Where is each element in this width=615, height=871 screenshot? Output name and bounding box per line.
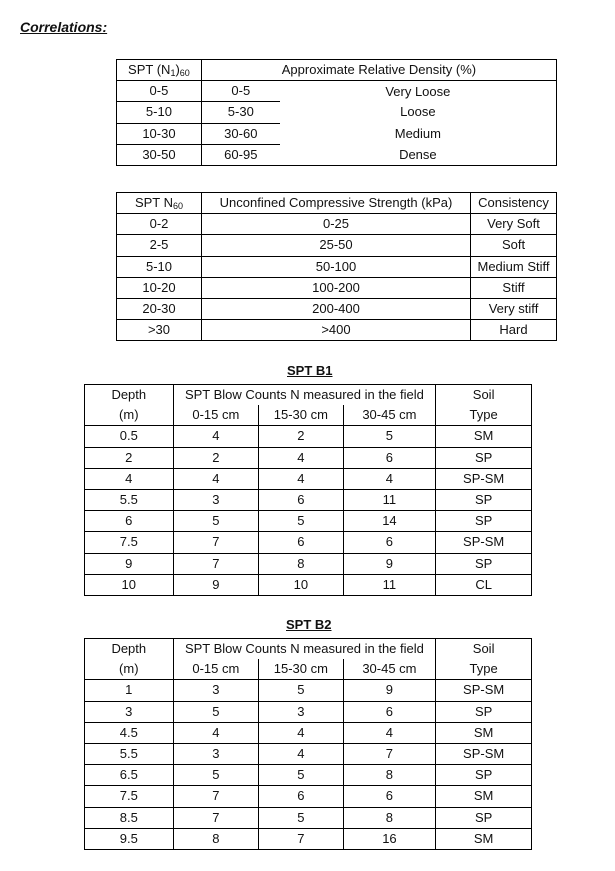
density-class-cell: Loose <box>280 102 557 123</box>
soil-type-cell: SP <box>436 511 532 532</box>
blow-15-30-cell: 4 <box>259 743 344 764</box>
blow-30-45-cell: 9 <box>343 553 436 574</box>
blow-30-45-cell: 6 <box>343 447 436 468</box>
col-30-45-header: 30-45 cm <box>343 659 436 680</box>
density-range-cell: 30-60 <box>201 123 279 144</box>
spt-value-cell: 5-10 <box>117 102 202 123</box>
table-row <box>85 553 532 574</box>
depth-cell: 1 <box>85 680 174 701</box>
table-row <box>117 144 557 165</box>
soil-type-cell: SM <box>436 786 532 807</box>
col-0-15-header: 0-15 cm <box>173 659 259 680</box>
consistency-cell: Very Soft <box>471 214 557 235</box>
soil-type-cell: SP-SM <box>436 743 532 764</box>
header-sub: 60 <box>179 68 190 79</box>
spt-value-cell: 10-30 <box>117 123 202 144</box>
blow-30-45-cell: 6 <box>343 701 436 722</box>
blow-30-45-cell: 14 <box>343 511 436 532</box>
table-row <box>85 511 532 532</box>
blow-30-45-cell: 6 <box>343 786 436 807</box>
blow-15-30-cell: 5 <box>259 511 344 532</box>
blow-15-30-cell: 2 <box>259 426 344 447</box>
depth-cell: 0.5 <box>85 426 174 447</box>
consistency-cell: Medium Stiff <box>471 256 557 277</box>
blow-30-45-cell: 4 <box>343 722 436 743</box>
soil-type-header: Type <box>436 659 532 680</box>
col-15-30-header: 15-30 cm <box>259 405 344 426</box>
table-row <box>85 828 532 849</box>
blow-30-45-cell: 11 <box>343 489 436 510</box>
soil-header: Soil <box>436 639 532 660</box>
blow-0-15-cell: 4 <box>173 468 259 489</box>
blow-0-15-cell: 9 <box>173 574 259 595</box>
spt-b1-title: SPT B1 <box>287 363 333 378</box>
blow-0-15-cell: 2 <box>173 447 259 468</box>
table-subheader-row <box>85 659 532 680</box>
table-row <box>85 722 532 743</box>
table-row <box>117 298 557 319</box>
relative-density-header: Approximate Relative Density (%) <box>201 60 556 81</box>
blow-0-15-cell: 7 <box>173 807 259 828</box>
depth-unit-header: (m) <box>85 405 174 426</box>
depth-cell: 4.5 <box>85 722 174 743</box>
spt-value-cell: 20-30 <box>117 298 202 319</box>
blow-30-45-cell: 8 <box>343 765 436 786</box>
blow-30-45-cell: 16 <box>343 828 436 849</box>
blow-count-header: SPT Blow Counts N measured in the field <box>173 639 436 660</box>
ucs-cell: 0-25 <box>202 214 471 235</box>
header-sub: 1 <box>170 68 176 79</box>
blow-15-30-cell: 8 <box>259 553 344 574</box>
depth-cell: 4 <box>85 468 174 489</box>
density-class-cell: Dense <box>280 144 557 165</box>
blow-15-30-cell: 5 <box>259 765 344 786</box>
soil-type-cell: SP-SM <box>436 468 532 489</box>
soil-type-cell: CL <box>436 574 532 595</box>
blow-15-30-cell: 6 <box>259 786 344 807</box>
blow-15-30-cell: 6 <box>259 489 344 510</box>
depth-cell: 6 <box>85 511 174 532</box>
soil-type-cell: SP <box>436 553 532 574</box>
depth-cell: 6.5 <box>85 765 174 786</box>
header-sub: 60 <box>173 201 184 212</box>
table-row <box>117 123 557 144</box>
depth-header: Depth <box>85 385 174 406</box>
consistency-header: Consistency <box>471 193 557 214</box>
depth-cell: 5.5 <box>85 489 174 510</box>
table-row <box>117 320 557 341</box>
blow-0-15-cell: 5 <box>173 701 259 722</box>
blow-15-30-cell: 10 <box>259 574 344 595</box>
blow-0-15-cell: 5 <box>173 511 259 532</box>
col-0-15-header: 0-15 cm <box>173 405 259 426</box>
ucs-cell: 50-100 <box>202 256 471 277</box>
soil-type-cell: SM <box>436 426 532 447</box>
density-range-cell: 0-5 <box>201 81 279 102</box>
blow-15-30-cell: 5 <box>259 807 344 828</box>
table-row <box>85 489 532 510</box>
depth-cell: 8.5 <box>85 807 174 828</box>
table-row <box>117 277 557 298</box>
blow-15-30-cell: 4 <box>259 468 344 489</box>
blow-0-15-cell: 3 <box>173 743 259 764</box>
header-text: SPT N <box>134 195 174 211</box>
consistency-cell: Soft <box>471 235 557 256</box>
soil-type-cell: SP-SM <box>436 680 532 701</box>
depth-cell: 9 <box>85 553 174 574</box>
spt-value-cell: 10-20 <box>117 277 202 298</box>
depth-cell: 10 <box>85 574 174 595</box>
soil-type-cell: SM <box>436 722 532 743</box>
ucs-cell: 200-400 <box>202 298 471 319</box>
density-class-cell: Medium <box>280 123 557 144</box>
ucs-header: Unconfined Compressive Strength (kPa) <box>202 193 471 214</box>
blow-30-45-cell: 9 <box>343 680 436 701</box>
soil-type-header: Type <box>436 405 532 426</box>
col-30-45-header: 30-45 cm <box>343 405 436 426</box>
relative-density-table <box>116 59 557 166</box>
blow-0-15-cell: 7 <box>173 532 259 553</box>
correlations-heading: Correlations: <box>20 19 108 35</box>
consistency-cell: Stiff <box>471 277 557 298</box>
table-row <box>85 680 532 701</box>
table-row <box>85 701 532 722</box>
depth-cell: 7.5 <box>85 786 174 807</box>
table-header-row <box>117 193 557 214</box>
ucs-cell: 25-50 <box>202 235 471 256</box>
ucs-cell: >400 <box>202 320 471 341</box>
spt-b1-table <box>84 384 532 596</box>
depth-cell: 2 <box>85 447 174 468</box>
blow-15-30-cell: 6 <box>259 532 344 553</box>
spt-value-cell: 0-2 <box>117 214 202 235</box>
soil-type-cell: SP <box>436 765 532 786</box>
table-row <box>85 447 532 468</box>
depth-cell: 9.5 <box>85 828 174 849</box>
consistency-cell: Hard <box>471 320 557 341</box>
depth-header: Depth <box>85 639 174 660</box>
table-row <box>117 235 557 256</box>
blow-0-15-cell: 5 <box>173 765 259 786</box>
blow-30-45-cell: 8 <box>343 807 436 828</box>
blow-15-30-cell: 3 <box>259 701 344 722</box>
table-row <box>85 532 532 553</box>
table-row <box>85 426 532 447</box>
table-header-row <box>85 639 532 660</box>
blow-0-15-cell: 7 <box>173 786 259 807</box>
blow-30-45-cell: 7 <box>343 743 436 764</box>
consistency-cell: Very stiff <box>471 298 557 319</box>
header-text: ) <box>175 62 180 78</box>
table-header-row <box>85 385 532 406</box>
blow-0-15-cell: 3 <box>173 489 259 510</box>
table-row <box>117 214 557 235</box>
ucs-cell: 100-200 <box>202 277 471 298</box>
table-row <box>117 81 557 102</box>
blow-30-45-cell: 4 <box>343 468 436 489</box>
density-range-cell: 5-30 <box>201 102 279 123</box>
spt-value-cell: 0-5 <box>117 81 202 102</box>
depth-unit-header: (m) <box>85 659 174 680</box>
header-text: SPT (N <box>128 62 171 78</box>
table-row <box>85 468 532 489</box>
spt-n60-header <box>117 193 202 214</box>
soil-type-cell: SM <box>436 828 532 849</box>
blow-15-30-cell: 4 <box>259 722 344 743</box>
blow-0-15-cell: 4 <box>173 426 259 447</box>
blow-count-header: SPT Blow Counts N measured in the field <box>173 385 436 406</box>
blow-0-15-cell: 7 <box>173 553 259 574</box>
table-subheader-row <box>85 405 532 426</box>
spt-n160-header <box>117 60 202 81</box>
blow-15-30-cell: 4 <box>259 447 344 468</box>
table-header-row <box>117 60 557 81</box>
table-row <box>117 256 557 277</box>
density-range-cell: 60-95 <box>201 144 279 165</box>
table-row <box>117 102 557 123</box>
depth-cell: 7.5 <box>85 532 174 553</box>
table-row <box>85 743 532 764</box>
spt-value-cell: 30-50 <box>117 144 202 165</box>
blow-15-30-cell: 7 <box>259 828 344 849</box>
soil-header: Soil <box>436 385 532 406</box>
col-15-30-header: 15-30 cm <box>259 659 344 680</box>
table-row <box>85 807 532 828</box>
blow-0-15-cell: 8 <box>173 828 259 849</box>
blow-30-45-cell: 5 <box>343 426 436 447</box>
density-class-cell: Very Loose <box>280 81 557 102</box>
depth-cell: 3 <box>85 701 174 722</box>
table-row <box>85 574 532 595</box>
spt-value-cell: >30 <box>117 320 202 341</box>
spt-b2-title: SPT B2 <box>286 617 332 632</box>
blow-0-15-cell: 3 <box>173 680 259 701</box>
table-row <box>85 765 532 786</box>
soil-type-cell: SP-SM <box>436 532 532 553</box>
spt-value-cell: 5-10 <box>117 256 202 277</box>
depth-cell: 5.5 <box>85 743 174 764</box>
consistency-table <box>116 192 557 341</box>
blow-0-15-cell: 4 <box>173 722 259 743</box>
table-row <box>85 786 532 807</box>
blow-30-45-cell: 6 <box>343 532 436 553</box>
blow-30-45-cell: 11 <box>343 574 436 595</box>
soil-type-cell: SP <box>436 447 532 468</box>
soil-type-cell: SP <box>436 701 532 722</box>
soil-type-cell: SP <box>436 807 532 828</box>
spt-value-cell: 2-5 <box>117 235 202 256</box>
spt-b2-table <box>84 638 532 850</box>
blow-15-30-cell: 5 <box>259 680 344 701</box>
soil-type-cell: SP <box>436 489 532 510</box>
